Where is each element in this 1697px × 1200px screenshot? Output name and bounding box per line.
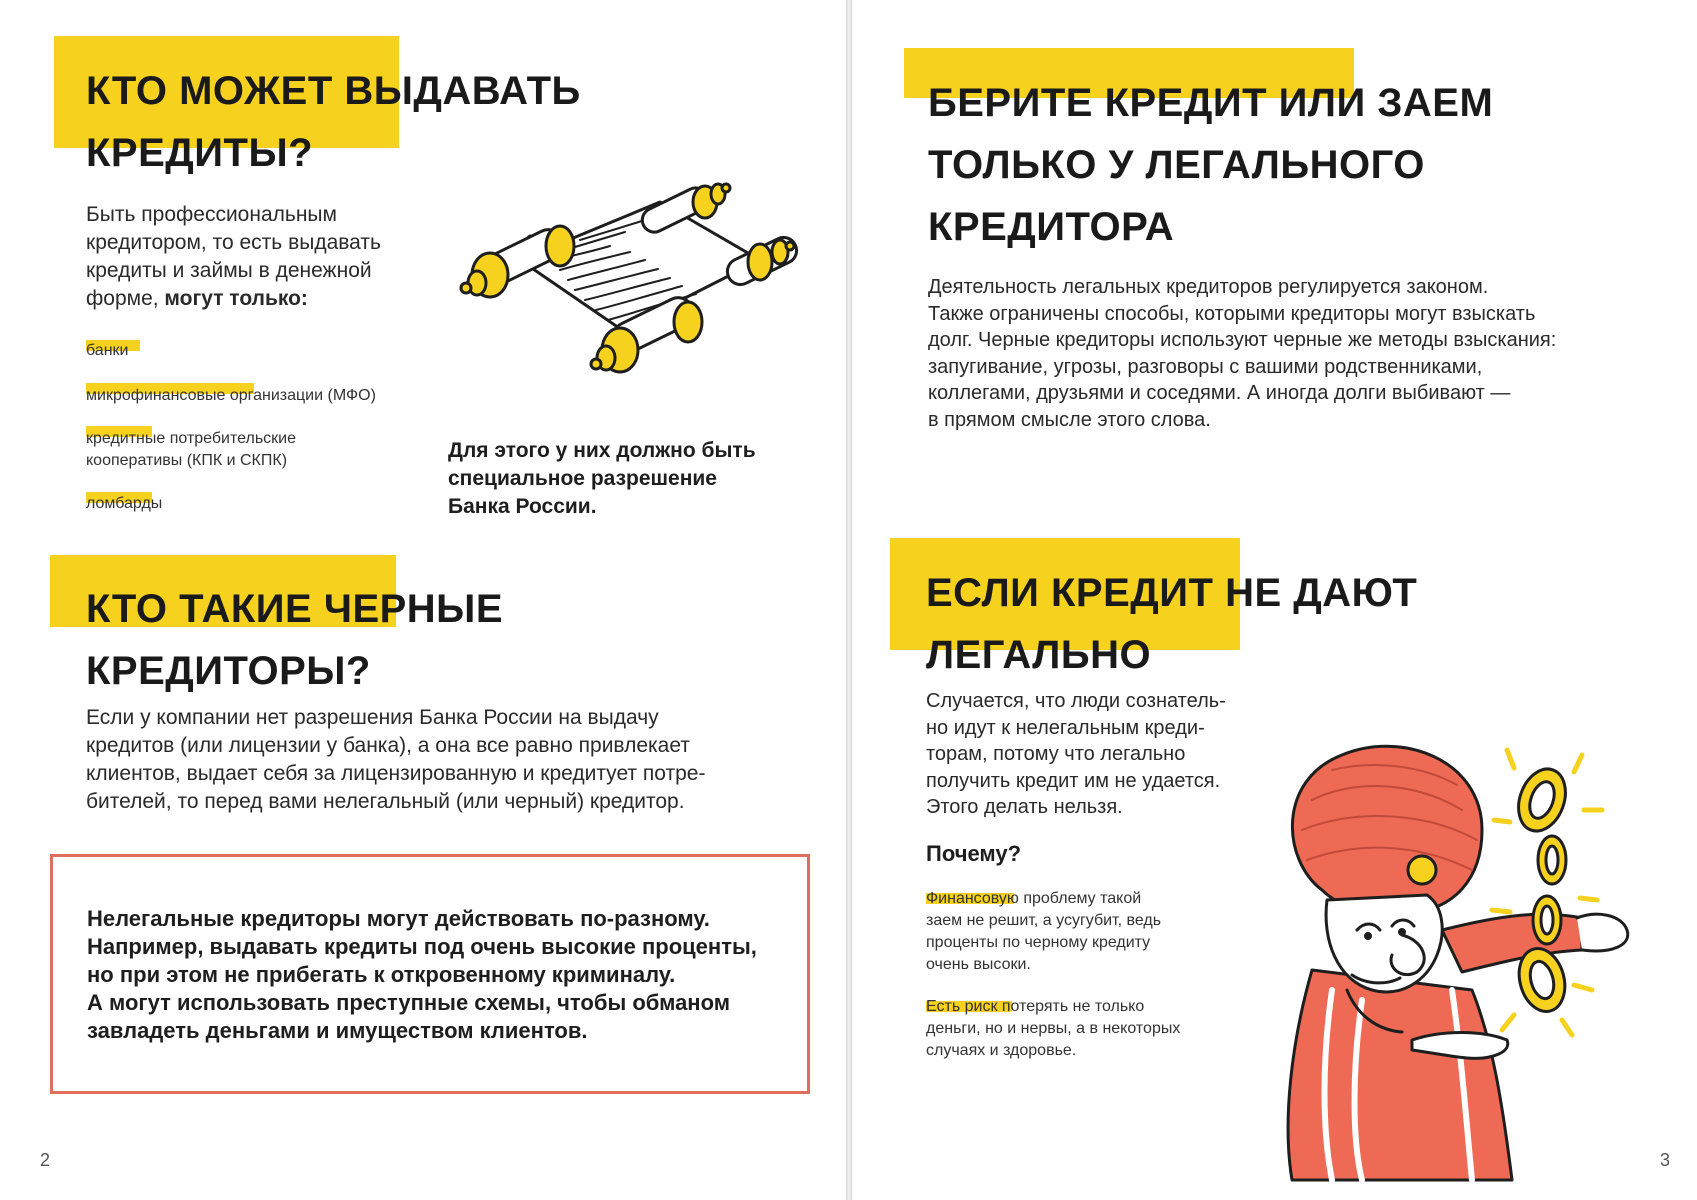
list-line: кредитные потребительские	[86, 430, 297, 447]
intro-plain: форме,	[86, 287, 165, 310]
body-line: Этого делать нельзя.	[926, 796, 1123, 818]
callout-line: Нелегальные кредиторы могут действовать по-разному.	[87, 906, 710, 931]
body-line: Также ограничены способы, которыми кредиторы могут взыскать	[928, 302, 1536, 325]
callout-text	[87, 905, 757, 1045]
lender-list-item-pawnshops	[86, 493, 162, 515]
reason-line: Есть риск потерять не только	[926, 998, 1145, 1015]
reason-line: Финансовую проблему такой	[926, 890, 1142, 907]
note-line: Банка России.	[448, 495, 597, 518]
reason-item	[926, 996, 1180, 1062]
section-title-who-can-lend	[86, 60, 581, 184]
intro-line: кредиты и займы в денежной	[86, 259, 372, 282]
title-line: КРЕДИТЫ?	[86, 131, 314, 175]
body-line: в прямом смысле этого слова.	[928, 408, 1211, 431]
title-line: ЕСЛИ КРЕДИТ НЕ ДАЮТ	[926, 571, 1418, 615]
reason-line: проценты по черному кредиту	[926, 934, 1151, 951]
callout-line: Например, выдавать кредиты под очень высокие проценты,	[87, 934, 757, 959]
body-line: Деятельность легальных кредиторов регулируется законом.	[928, 276, 1489, 298]
body-line: кредитов (или лицензии у банка), а она все равно привлекает	[86, 734, 690, 757]
title-line: ЛЕГАЛЬНО	[926, 633, 1152, 677]
lender-list-item-kpk	[86, 428, 296, 472]
list-line: микрофинансовые организации (МФО)	[86, 387, 376, 404]
reason-line: случаях и здоровье.	[926, 1042, 1077, 1059]
title-line: КРЕДИТОРЫ?	[86, 649, 371, 693]
reason-line: очень высоки.	[926, 956, 1031, 973]
illegal-borrowing-description	[926, 688, 1226, 821]
bank-of-russia-note	[448, 437, 756, 521]
section-title-black-lenders	[86, 578, 503, 702]
body-line: запугивание, угрозы, разговоры с вашими родственниками,	[928, 355, 1483, 378]
body-line: долг. Черные кредиторы используют черные же методы взыскания:	[928, 329, 1557, 351]
note-line: специальное разрешение	[448, 467, 717, 490]
list-line: кооперативы (КПК и СКПК)	[86, 452, 288, 469]
section-title-legal-lender	[928, 72, 1493, 258]
title-line: КРЕДИТОРА	[928, 205, 1175, 249]
title-line: БЕРИТЕ КРЕДИТ ИЛИ ЗАЕМ	[928, 81, 1494, 125]
reason-line: деньги, но и нервы, а в некоторых	[926, 1020, 1181, 1037]
why-label: Почему?	[926, 841, 1022, 866]
section-title-not-given-legally	[926, 562, 1417, 686]
scroll-icon	[460, 180, 820, 390]
title-line: ТОЛЬКО У ЛЕГАЛЬНОГО	[928, 143, 1425, 187]
body-line: торам, потому что легально	[926, 743, 1186, 765]
intro-line: Быть профессиональным	[86, 203, 337, 226]
illegal-lenders-callout-box	[50, 854, 810, 1094]
body-line: коллегами, друзьями и соседями. А иногда долги выбивают —	[928, 382, 1511, 404]
body-line: Если у компании нет разрешения Банка России на выдачу	[86, 706, 659, 729]
intro-bold: могут только:	[164, 287, 308, 310]
left-page	[0, 0, 846, 1200]
page-number: 3	[1660, 1150, 1671, 1170]
reason-item	[926, 888, 1161, 976]
body-line: получить кредит им не удается.	[926, 769, 1221, 792]
body-line: но идут к нелегальным креди-	[926, 716, 1205, 739]
intro-line	[86, 285, 381, 313]
body-line: бителей, то перед вами нелегальный (или черный) кредитор.	[86, 790, 685, 813]
black-lenders-description	[86, 704, 705, 816]
body-line: Случается, что люди сознатель-	[926, 690, 1226, 712]
lender-list-item-banks	[86, 340, 128, 362]
reason-line: заем не решит, а усугубит, ведь	[926, 912, 1162, 929]
body-line: клиентов, выдает себя за лицензированную и кредитует потре-	[86, 762, 706, 785]
callout-line: А могут использовать преступные схемы, чтобы обманом	[87, 990, 731, 1015]
right-page	[852, 0, 1697, 1200]
title-line: КТО МОЖЕТ ВЫДАВАТЬ	[86, 69, 581, 113]
turban-man-with-chain-icon	[1252, 740, 1672, 1180]
intro-line: кредитором, то есть выдавать	[86, 231, 381, 254]
callout-line: но при этом не прибегать к откровенному криминалу.	[87, 962, 676, 987]
lender-list-item-mfo	[86, 385, 376, 407]
who-can-lend-intro	[86, 201, 381, 313]
title-line: КТО ТАКИЕ ЧЕРНЫЕ	[86, 587, 504, 631]
callout-line: завладеть деньгами и имуществом клиентов.	[87, 1018, 588, 1043]
list-line: ломбарды	[86, 495, 163, 512]
legal-lender-description	[928, 274, 1556, 433]
page-number: 2	[40, 1150, 51, 1170]
note-line: Для этого у них должно быть	[448, 439, 756, 462]
list-line: банки	[86, 342, 129, 359]
